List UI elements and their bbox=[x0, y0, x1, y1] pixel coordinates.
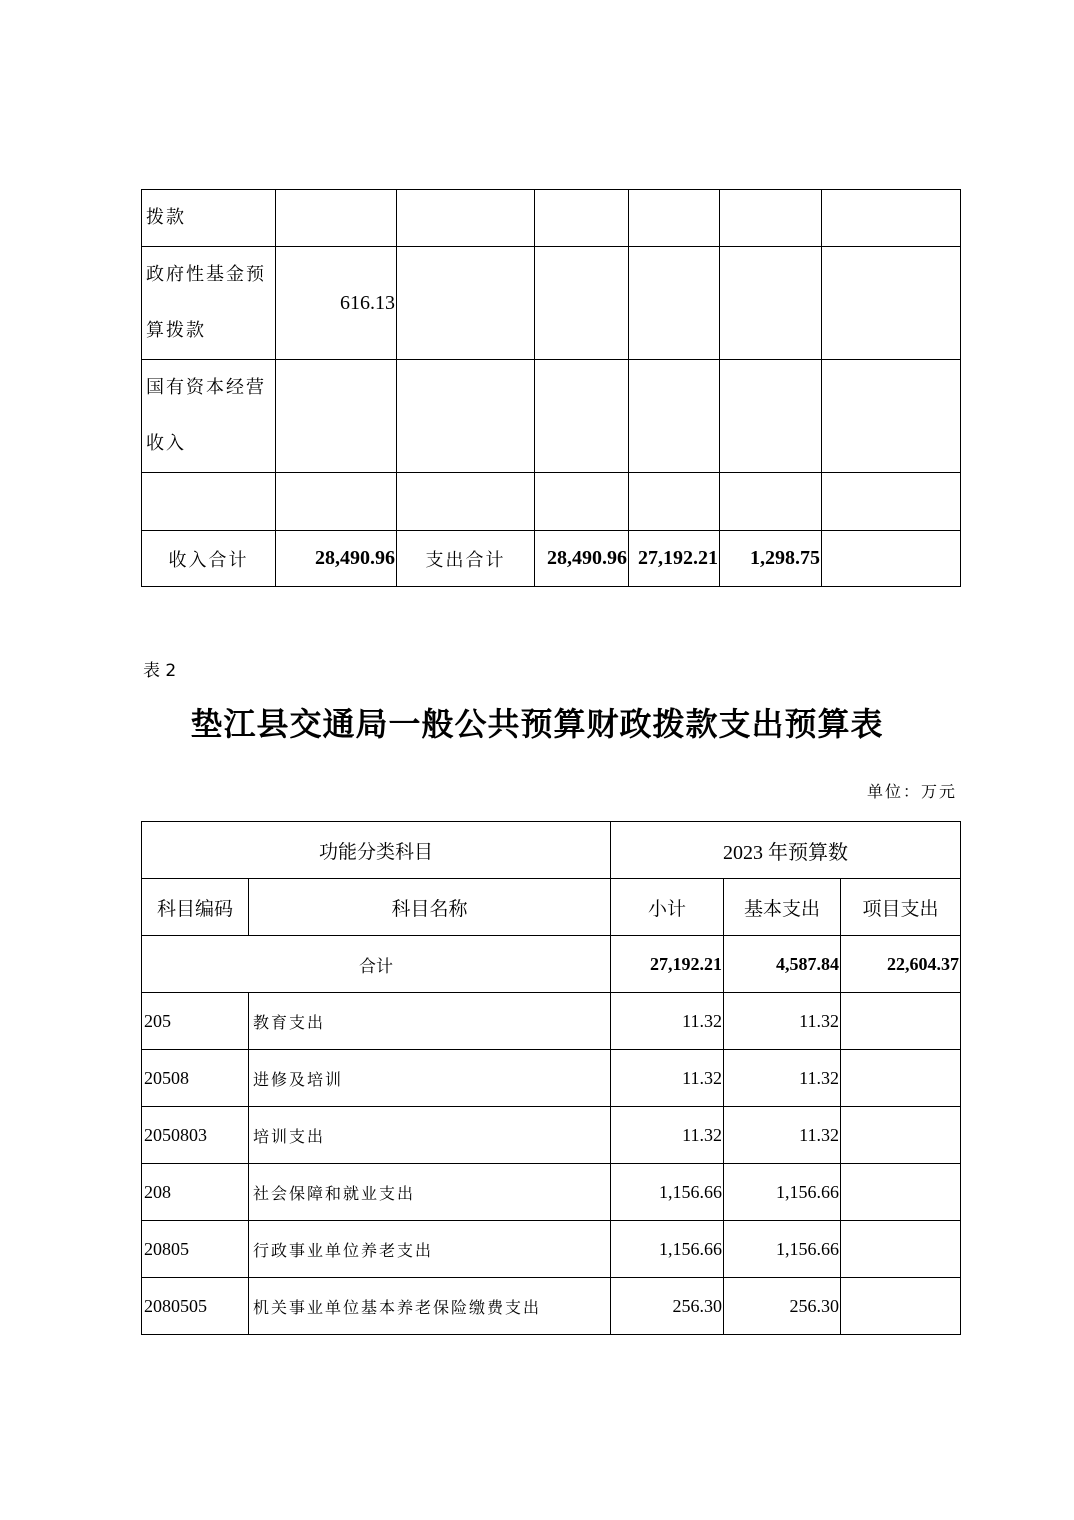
header-category: 功能分类科目 bbox=[142, 822, 611, 879]
table-row bbox=[142, 1278, 961, 1335]
cell-value bbox=[535, 190, 629, 247]
subject-code: 2080505 bbox=[142, 1278, 249, 1335]
basic-value: 11.32 bbox=[724, 993, 841, 1050]
unit-label: 单位：万元 bbox=[866, 782, 957, 801]
header-name: 科目名称 bbox=[249, 879, 611, 936]
cell-value bbox=[535, 360, 629, 473]
subject-code: 205 bbox=[142, 993, 249, 1050]
project-total-value: 1,298.75 bbox=[720, 531, 822, 587]
page-title: 垫江县交通局一般公共预算财政拨款支出预算表 bbox=[190, 705, 884, 743]
header-subtotal: 小计 bbox=[611, 879, 724, 936]
expense-total-value: 28,490.96 bbox=[535, 531, 629, 587]
subject-code: 208 bbox=[142, 1164, 249, 1221]
cell-value bbox=[535, 247, 629, 360]
general-budget-expense-table bbox=[141, 821, 961, 1335]
basic-value: 11.32 bbox=[724, 1107, 841, 1164]
subtotal-value: 11.32 bbox=[611, 993, 724, 1050]
basic-total-value: 27,192.21 bbox=[629, 531, 720, 587]
header-basic: 基本支出 bbox=[724, 879, 841, 936]
basic-value: 11.32 bbox=[724, 1050, 841, 1107]
total-row bbox=[142, 531, 961, 587]
cell-value bbox=[822, 190, 961, 247]
total-row bbox=[142, 936, 961, 993]
basic-value: 256.30 bbox=[724, 1278, 841, 1335]
project-value bbox=[841, 1107, 961, 1164]
table-row bbox=[142, 1107, 961, 1164]
cell-value bbox=[720, 190, 822, 247]
total-label: 合计 bbox=[142, 936, 611, 993]
subtotal-value: 11.32 bbox=[611, 1050, 724, 1107]
project-value bbox=[841, 1164, 961, 1221]
table1-body bbox=[142, 190, 961, 587]
cell-value: 616.13 bbox=[276, 247, 397, 360]
cell-value bbox=[397, 247, 535, 360]
cell-value bbox=[397, 473, 535, 531]
cell-value bbox=[397, 190, 535, 247]
table-row bbox=[142, 993, 961, 1050]
table-row bbox=[142, 1221, 961, 1278]
header-budget: 2023 年预算数 bbox=[611, 822, 961, 879]
cell-value bbox=[276, 473, 397, 531]
basic-value: 1,156.66 bbox=[724, 1164, 841, 1221]
table-row bbox=[142, 473, 961, 531]
header-row-1 bbox=[142, 822, 961, 879]
cell-value bbox=[535, 473, 629, 531]
subtotal-value: 11.32 bbox=[611, 1107, 724, 1164]
cell-value bbox=[822, 360, 961, 473]
subtotal-value: 1,156.66 bbox=[611, 1164, 724, 1221]
project-value bbox=[841, 1050, 961, 1107]
subject-name: 教育支出 bbox=[249, 993, 611, 1050]
cell-value bbox=[629, 360, 720, 473]
cell-value bbox=[276, 190, 397, 247]
cell-value bbox=[822, 247, 961, 360]
project-value bbox=[841, 1278, 961, 1335]
table2-body bbox=[142, 993, 961, 1335]
total-basic: 4,587.84 bbox=[724, 936, 841, 993]
subject-code: 2050803 bbox=[142, 1107, 249, 1164]
empty-cell bbox=[822, 531, 961, 587]
income-total-value: 28,490.96 bbox=[276, 531, 397, 587]
cell-value bbox=[720, 360, 822, 473]
row-label: 政府性基金预算拨款 bbox=[142, 247, 276, 360]
row-label: 国有资本经营收入 bbox=[142, 360, 276, 473]
table-row bbox=[142, 360, 961, 473]
cell-value bbox=[276, 360, 397, 473]
header-row-2 bbox=[142, 879, 961, 936]
basic-value: 1,156.66 bbox=[724, 1221, 841, 1278]
cell-value bbox=[397, 360, 535, 473]
subject-name: 培训支出 bbox=[249, 1107, 611, 1164]
cell-value bbox=[629, 247, 720, 360]
header-project: 项目支出 bbox=[841, 879, 961, 936]
total-subtotal: 27,192.21 bbox=[611, 936, 724, 993]
income-expense-table-continued bbox=[141, 189, 961, 587]
subtotal-value: 1,156.66 bbox=[611, 1221, 724, 1278]
project-value bbox=[841, 993, 961, 1050]
cell-value bbox=[629, 473, 720, 531]
row-label bbox=[142, 473, 276, 531]
income-total-label: 收入合计 bbox=[142, 531, 276, 587]
table-row bbox=[142, 1050, 961, 1107]
header-code: 科目编码 bbox=[142, 879, 249, 936]
expense-total-label: 支出合计 bbox=[397, 531, 535, 587]
cell-value bbox=[822, 473, 961, 531]
table-caption: 表 2 bbox=[143, 661, 177, 681]
project-value bbox=[841, 1221, 961, 1278]
subject-code: 20508 bbox=[142, 1050, 249, 1107]
row-label: 拨款 bbox=[142, 190, 276, 247]
table-row bbox=[142, 1164, 961, 1221]
table-row bbox=[142, 190, 961, 247]
subject-name: 机关事业单位基本养老保险缴费支出 bbox=[249, 1278, 611, 1335]
subject-name: 社会保障和就业支出 bbox=[249, 1164, 611, 1221]
subtotal-value: 256.30 bbox=[611, 1278, 724, 1335]
subject-name: 行政事业单位养老支出 bbox=[249, 1221, 611, 1278]
subject-code: 20805 bbox=[142, 1221, 249, 1278]
subject-name: 进修及培训 bbox=[249, 1050, 611, 1107]
cell-value bbox=[720, 247, 822, 360]
table-row bbox=[142, 247, 961, 360]
cell-value bbox=[720, 473, 822, 531]
total-project: 22,604.37 bbox=[841, 936, 961, 993]
cell-value bbox=[629, 190, 720, 247]
